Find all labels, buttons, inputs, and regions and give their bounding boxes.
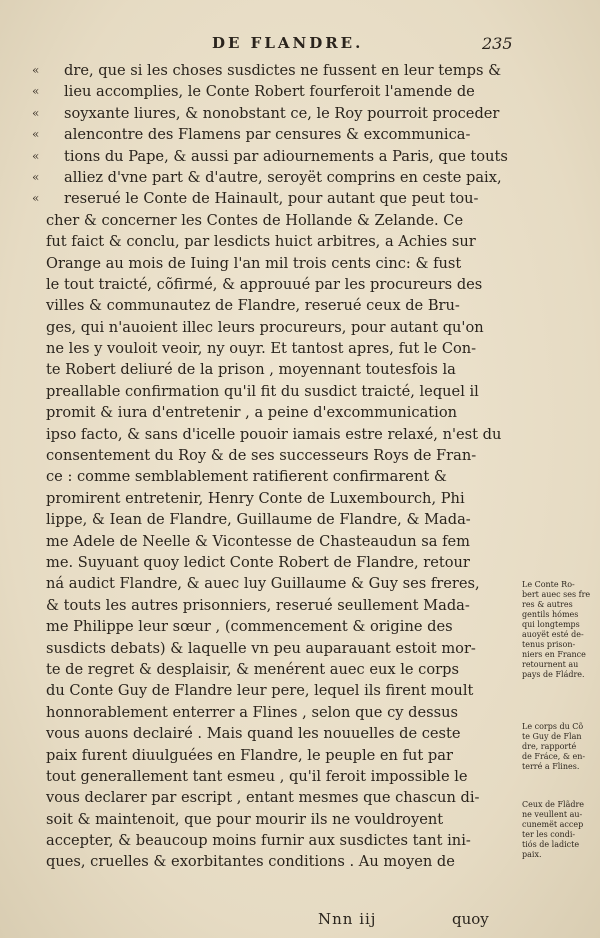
text-line: [36, 274, 516, 295]
text-line: [36, 830, 516, 851]
line-text: consentement du Roy & de ses successeurs Roys de Fran-: [46, 447, 477, 465]
line-text: reserué le Conte de Hainault, pour autant que peut tou-: [64, 190, 479, 208]
line-text: promirent entretenir, Henry Conte de Luxembourch, Phi: [46, 489, 465, 507]
margin-note-line: res & autres: [522, 600, 573, 609]
margin-note-line: niers en France: [522, 650, 586, 659]
text-line: [36, 424, 516, 445]
margin-note-line: de Fráce, & en-: [522, 752, 586, 761]
margin-note-line: auoyët esté de-: [522, 630, 584, 639]
line-text: ques, cruelles & exorbitantes conditions . Au moyen de: [46, 853, 455, 871]
text-line: [36, 552, 516, 573]
quote-mark: «: [32, 127, 40, 142]
line-text: alencontre des Flamens par censures & excommunica-: [64, 126, 471, 144]
line-text: ipso facto, & sans d'icelle pouoir iamais estre relaxé, n'est du: [46, 425, 502, 443]
text-line: [36, 659, 516, 680]
margin-note-line: ne veullent au-: [522, 810, 583, 819]
text-line: [36, 509, 516, 530]
text-line: [36, 466, 516, 487]
text-line: [36, 745, 516, 766]
text-line: [36, 573, 516, 594]
line-text: alliez d'vne part & d'autre, seroyët comprins en ceste paix,: [64, 168, 502, 186]
margin-note-line: Le corps du Cõ: [522, 722, 584, 731]
line-text: fut faict & conclu, par lesdicts huict arbitres, a Achies sur: [46, 233, 476, 251]
page-header: [200, 32, 590, 58]
text-line: [36, 680, 516, 701]
line-text: dre, que si les choses susdictes ne fussent en leur temps &: [64, 62, 502, 79]
quote-mark: «: [32, 148, 40, 163]
line-text: vous auons declairé . Mais quand les nouuelles de ceste: [46, 725, 461, 743]
line-text: me Philippe leur sœur , (commencement & origine des: [46, 618, 453, 636]
text-line: [36, 231, 516, 252]
line-text: villes & communautez de Flandre, reserué ceux de Bru-: [46, 297, 460, 315]
text-line: [36, 210, 516, 231]
margin-note-line: ter les condi-: [522, 830, 576, 839]
signature-mark: Nnn iij: [318, 910, 377, 928]
text-line: [36, 702, 516, 723]
margin-note-line: Le Conte Ro-: [522, 580, 575, 589]
catchword: quoy: [452, 910, 489, 928]
line-text: & touts les autres prisonniers, reserué seullement Mada-: [46, 596, 470, 614]
margin-note-line: dre, rapporté: [522, 742, 577, 751]
line-text: ges, qui n'auoient illec leurs procureurs, pour autant qu'on: [46, 318, 484, 336]
line-text: susdicts debats) & laquelle vn peu auparauant estoit mor-: [46, 639, 476, 657]
margin-note-line: cunemët accep: [522, 820, 584, 829]
line-text: le tout traicté, cõfirmé, & approuué par les procureurs des: [46, 275, 483, 293]
text-line: [36, 338, 516, 359]
line-text: cher & concerner les Contes de Hollande & Zelande. Ce: [46, 211, 464, 229]
line-text: honnorablement enterrer a Flines , selon que cy dessus: [46, 703, 458, 721]
page-footer: [0, 910, 600, 930]
text-line: [36, 402, 516, 423]
page-number: 235: [482, 34, 513, 53]
quoted-line: [32, 60, 516, 81]
line-text: paix furent diuulguées en Flandre, le peuple en fut par: [46, 746, 453, 764]
text-line: [36, 723, 516, 744]
quoted-line: [32, 124, 516, 145]
line-text: preallable confirmation qu'il fit du susdict traicté, lequel il: [46, 382, 479, 400]
line-text: Orange au mois de Iuing l'an mil trois cents cinc: & fust: [46, 254, 462, 272]
text-line: [36, 295, 516, 316]
quoted-line: [32, 167, 516, 188]
line-text: te de regret & desplaisir, & menérent auec eux le corps: [46, 660, 459, 678]
text-line: [36, 766, 516, 787]
running-head: DE FLANDRE.: [212, 34, 364, 52]
margin-note-line: terré a Flines.: [522, 762, 580, 771]
margin-note-burial-of-count-guy: [522, 722, 598, 772]
line-text: ná audict Flandre, & auec luy Guillaume & Guy ses freres,: [46, 575, 480, 593]
line-text: tions du Pape, & aussi par adiournements a Paris, que touts: [64, 147, 508, 165]
margin-note-line: bert auec ses fre: [522, 590, 591, 599]
line-text: du Conte Guy de Flandre leur pere, lequel ils firent moult: [46, 682, 474, 700]
text-line: [36, 253, 516, 274]
quoted-line: [32, 146, 516, 167]
text-line: [36, 488, 516, 509]
quote-mark: «: [32, 191, 40, 206]
line-text: tout generallement tant esmeu , qu'il feroit impossible le: [46, 767, 468, 785]
line-text: ne les y vouloit veoir, ny ouyr. Et tantost apres, fut le Con-: [46, 340, 477, 358]
text-line: [36, 851, 516, 872]
margin-note-line: te Guy de Flan: [522, 732, 582, 741]
text-line: [36, 531, 516, 552]
quote-mark: «: [32, 105, 40, 120]
quote-mark: «: [32, 84, 40, 99]
quoted-line: [32, 188, 516, 209]
text-line: [36, 595, 516, 616]
line-text: accepter, & beaucoup moins furnir aux susdictes tant ini-: [46, 832, 471, 850]
line-text: te Robert deliuré de la prison , moyennant toutesfois la: [46, 361, 456, 379]
quoted-line: [32, 103, 516, 124]
line-text: lieu accomplies, le Conte Robert fourferoit l'amende de: [64, 83, 475, 101]
margin-note-line: paix.: [522, 850, 542, 859]
text-line: [36, 616, 516, 637]
text-line: [36, 359, 516, 380]
line-text: ce : comme semblablement ratifierent confirmarent &: [46, 468, 447, 486]
text-line: [36, 809, 516, 830]
text-line: [36, 787, 516, 808]
margin-note-line: tiós de ladicte: [522, 840, 580, 849]
main-text: [32, 60, 516, 873]
text-line: [36, 317, 516, 338]
quoted-line: [32, 81, 516, 102]
text-line: [36, 381, 516, 402]
margin-note-line: retournent au: [522, 660, 579, 669]
line-text: me Adele de Neelle & Vicontesse de Chasteaudun sa fem: [46, 532, 470, 550]
text-line: [36, 445, 516, 466]
line-text: promit & iura d'entretenir , a peine d'excommunication: [46, 404, 458, 422]
text-line: [36, 638, 516, 659]
margin-note-flemings-refuse: [522, 800, 598, 860]
quote-mark: «: [32, 169, 40, 184]
line-text: vous declarer par escript , entant mesmes que chascun di-: [46, 789, 480, 807]
margin-note-line: gentils hómes: [522, 610, 579, 619]
line-text: soit & maintenoit, que pour mourir ils ne vouldroyent: [46, 810, 444, 828]
margin-note-line: pays de Fládre.: [522, 670, 585, 679]
margin-note-line: tenus prison-: [522, 640, 576, 649]
margin-note-line: Ceux de Flãdre: [522, 800, 585, 809]
quote-mark: «: [32, 63, 40, 77]
line-text: me. Suyuant quoy ledict Conte Robert de Flandre, retour: [46, 553, 470, 571]
margin-note-return-of-count: [522, 580, 598, 680]
margin-note-line: qui longtemps: [522, 620, 580, 629]
line-text: lippe, & Iean de Flandre, Guillaume de Flandre, & Mada-: [46, 511, 471, 529]
line-text: soyxante liures, & nonobstant ce, le Roy pourroit proceder: [64, 104, 500, 122]
